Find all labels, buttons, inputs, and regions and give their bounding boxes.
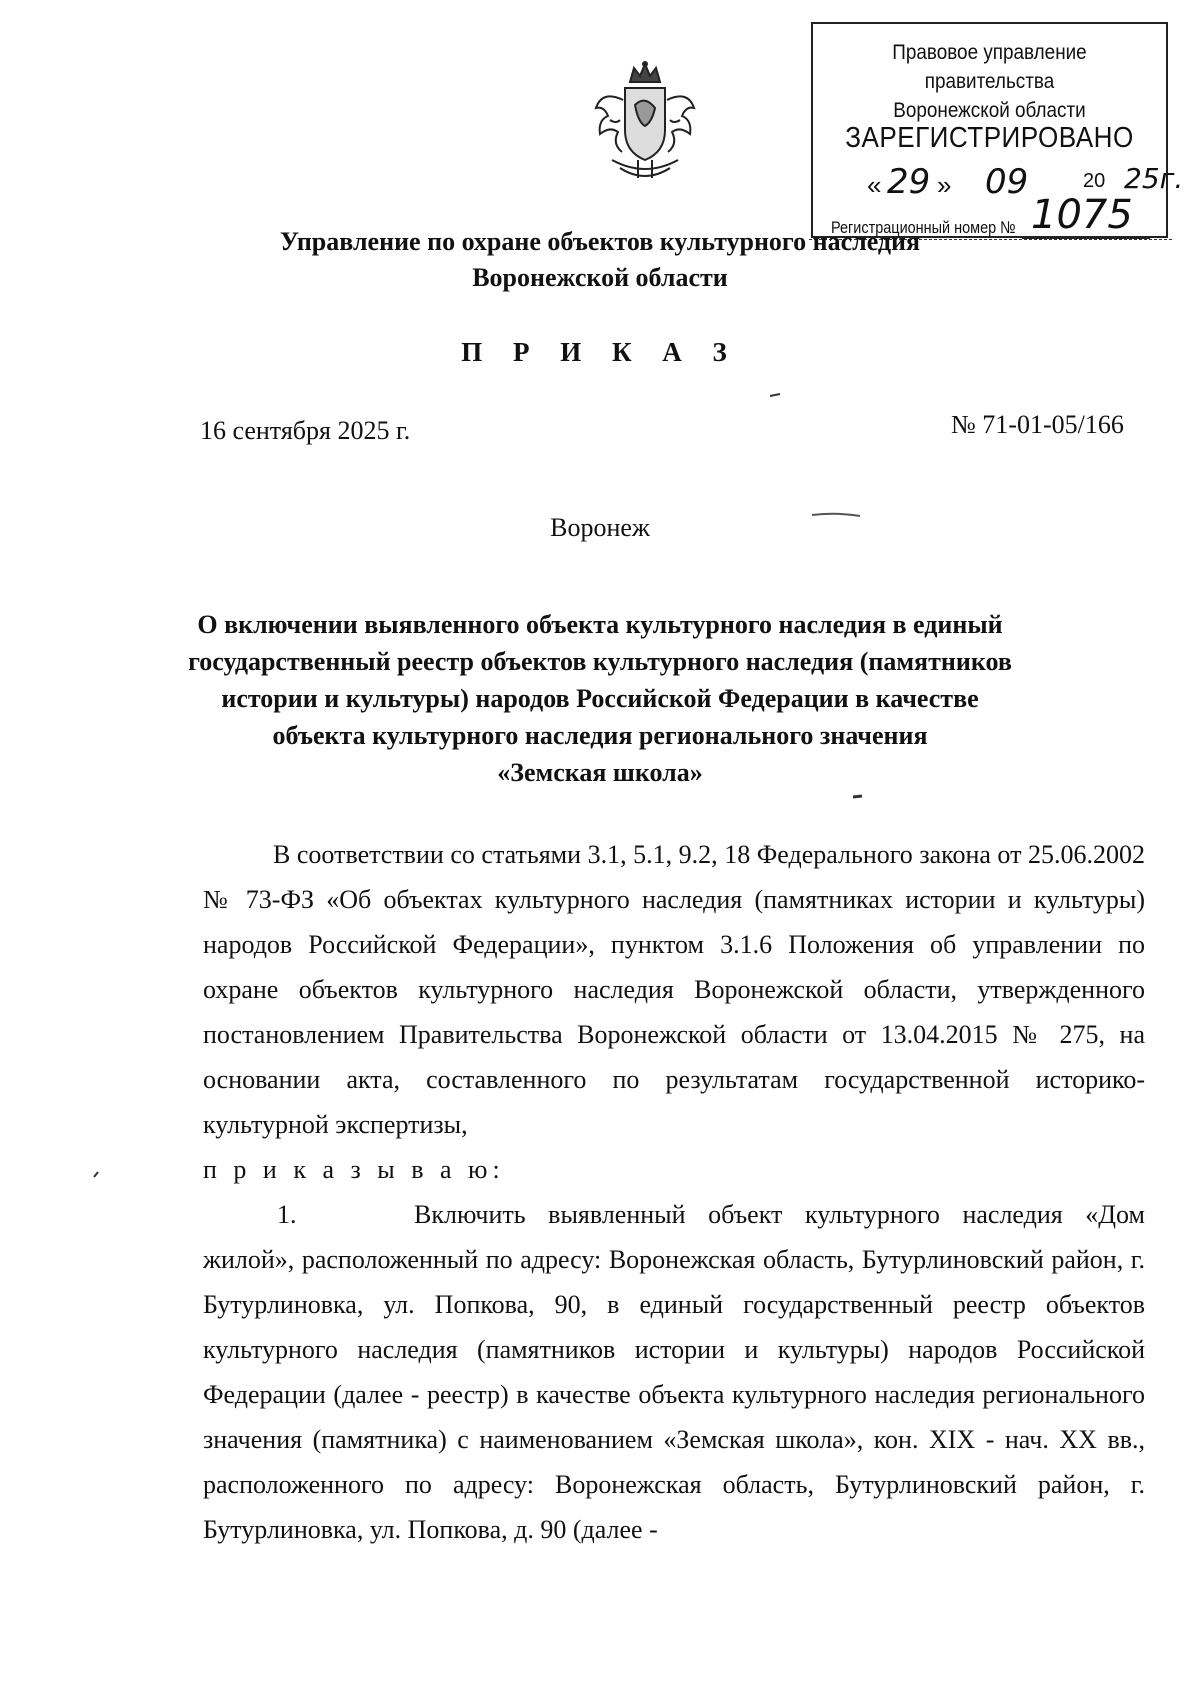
stamp-date-day: 29 — [887, 162, 931, 202]
stamp-year-handwritten: 25г. — [1124, 162, 1184, 195]
organization-header — [100, 224, 1100, 296]
city: Воронеж — [550, 513, 650, 542]
stamp-year-prefix: 20 — [1083, 170, 1106, 192]
stamp-registered-label: ЗАРЕГИСТРИРОВАНО — [845, 122, 1134, 154]
item-1-text: Включить выявленный объект культурного наследия «Дом жилой», расположенный по адресу: Воронежская область, Бутурлиновский район, г. Бутурлиновка, ул. Попкова, 90, в единый государственный реестр объектов культурного наследия (памятников истории и культуры) народов Российской Федерации (далее - реестр) в качестве объекта культурного наследия регионального значения (памятника) с наименованием «Земская школа», кон. XIX - нач. XX вв., расположенного по адресу: Воронежская область, Бутурлиновский район, г. Бутурлиновка, ул. Попкова, д. 90 (далее - — [203, 1200, 1145, 1544]
stamp-date-month: 09 — [985, 162, 1029, 202]
stamp-org-line2: Воронежской области — [893, 99, 1086, 122]
body-prikazyvayu: п р и к а з ы в а ю: — [203, 1155, 505, 1184]
organization-line1: Управление по охране объектов культурного наследия — [279, 227, 921, 256]
stamp-quote-open: « — [867, 170, 882, 200]
order-date: 16 сентября 2025 г. — [200, 416, 411, 445]
body-paragraph-1: В соответствии со статьями 3.1, 5.1, 9.2, 18 Федерального закона от 25.06.2002 № 73-ФЗ «Об объектах культурного наследия (памятниках истории и культуры) народов Российской Федерации», пунктом 3.1.6 Положения об управлении по охране объектов культурного наследия Воронежской области, утвержденного постановлением Правительства Воронежской области от 13.04.2015 № 275, на основании акта, составленного по результатам государственной историко-культурной экспертизы, — [203, 840, 1145, 1139]
organization-line2: Воронежской области — [472, 263, 728, 292]
subject-line2: государственный реестр объектов культурного наследия (памятников — [188, 647, 1012, 676]
stamp-org-line1: Правовое управление правительства — [892, 41, 1087, 93]
registration-stamp — [811, 22, 1184, 238]
body-item-1 — [203, 1192, 1145, 1552]
order-subject — [100, 606, 1100, 791]
order-body — [203, 832, 1145, 1552]
stamp-reg-number-label: Регистрационный номер № — [831, 218, 1016, 237]
subject-line5: «Земская школа» — [497, 758, 703, 787]
coat-of-arms-emblem-icon — [590, 60, 700, 185]
subject-line1: О включении выявленного объекта культурного наследия в единый — [197, 610, 1003, 639]
stamp-organization — [831, 38, 1149, 125]
stamp-reg-number: 1075 — [1031, 192, 1133, 238]
order-title: П Р И К А З — [461, 337, 739, 367]
order-number: № 71-01-05/166 — [951, 410, 1124, 439]
stamp-quote-close: » — [937, 170, 952, 200]
subject-line3: истории и культуры) народов Российской Федерации в качестве — [221, 684, 979, 713]
subject-line4: объекта культурного наследия регионального значения — [272, 721, 928, 750]
item-1-number: 1. — [277, 1200, 297, 1229]
